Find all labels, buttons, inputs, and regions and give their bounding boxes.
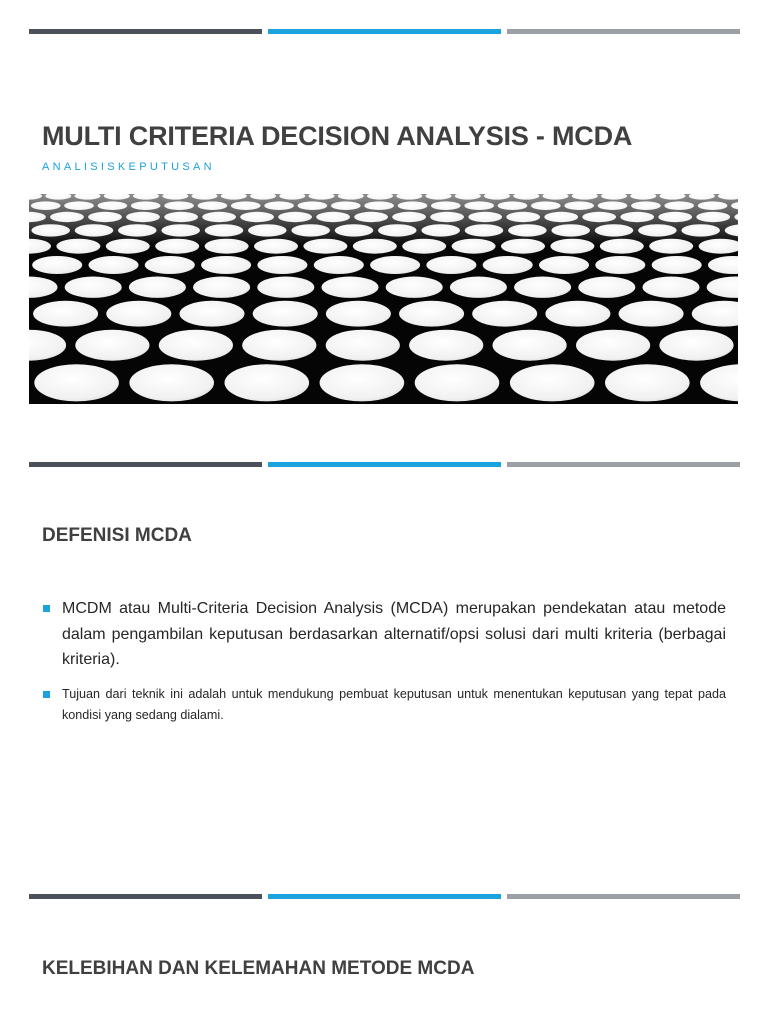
- slide-divider: [29, 894, 740, 899]
- square-bullet-icon: [43, 691, 50, 698]
- divider-segment-dark: [29, 29, 262, 34]
- bullet-list: [42, 596, 726, 726]
- slide-subtitle: ANALISISKEPUTUSAN: [42, 161, 215, 173]
- divider-segment-blue: [268, 462, 501, 467]
- slide-divider: [29, 462, 740, 467]
- section-heading-definition: DEFENISI MCDA: [42, 525, 192, 546]
- divider-segment-dark: [29, 894, 262, 899]
- divider-segment-gray: [507, 894, 740, 899]
- divider-segment-gray: [507, 462, 740, 467]
- white-discs-image: [29, 194, 738, 404]
- hero-image: [29, 194, 738, 404]
- divider-segment-gray: [507, 29, 740, 34]
- divider-segment-blue: [268, 894, 501, 899]
- square-bullet-icon: [43, 605, 50, 612]
- bullet-text: MCDM atau Multi-Criteria Decision Analysis (MCDA) merupakan pendekatan atau metode dalam pengambilan keputusan berdasarkan alternatif/opsi solusi dari multi kriteria (berbagai kriteria).: [62, 600, 726, 668]
- divider-segment-blue: [268, 29, 501, 34]
- bullet-item: [42, 596, 726, 673]
- section-heading-advantages: KELEBIHAN DAN KELEMAHAN METODE MCDA: [42, 958, 475, 979]
- slide-title: MULTI CRITERIA DECISION ANALYSIS - MCDA: [42, 121, 633, 151]
- bullet-item: [42, 684, 726, 726]
- slide-divider: [29, 29, 740, 34]
- bullet-text: Tujuan dari teknik ini adalah untuk mendukung pembuat keputusan untuk menentukan keputusan yang tepat pada kondisi yang sedang dialami.: [62, 686, 726, 722]
- divider-segment-dark: [29, 462, 262, 467]
